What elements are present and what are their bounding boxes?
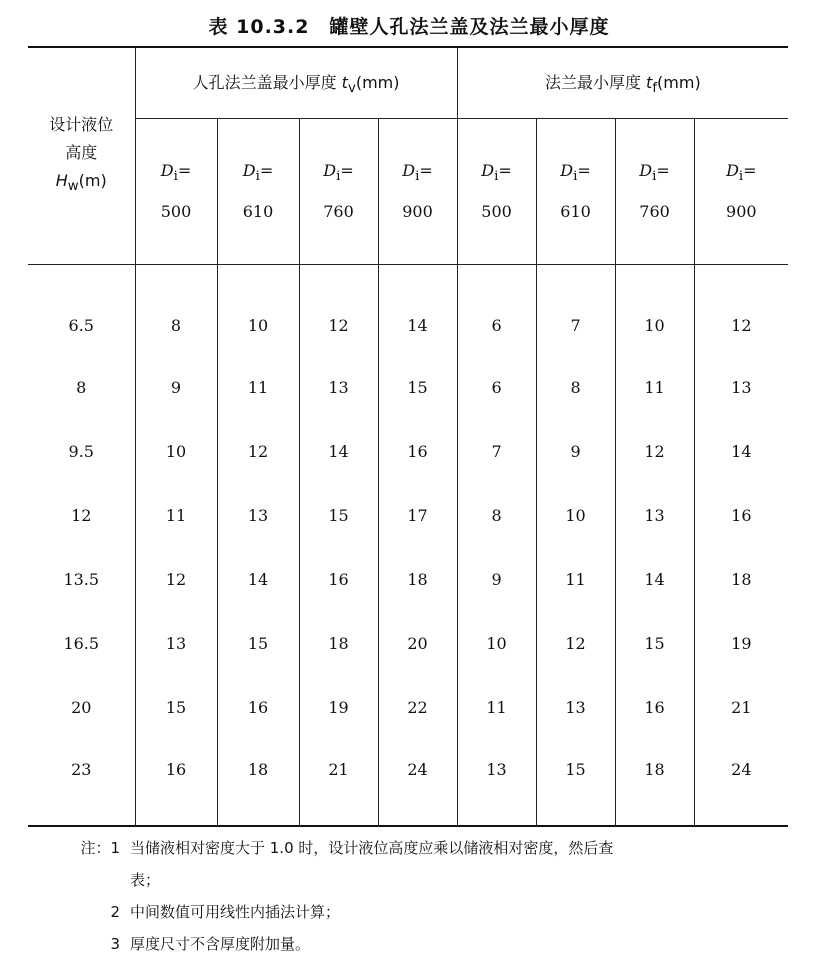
diameter-header-2	[299, 119, 378, 265]
table-row	[28, 355, 788, 419]
value-cell: 19	[299, 675, 378, 739]
value-cell: 15	[615, 611, 694, 675]
value-cell: 15	[135, 675, 217, 739]
note-1-cont	[60, 864, 790, 896]
value-cell: 21	[694, 675, 788, 739]
diameter-sub: i	[494, 169, 499, 185]
height-cell: 6.5	[28, 265, 135, 356]
value-cell: 16	[378, 419, 457, 483]
diameter-symbol-line	[218, 154, 299, 194]
value-cell: 13	[217, 483, 299, 547]
value-cell: 12	[536, 611, 615, 675]
value-cell: 18	[299, 611, 378, 675]
diameter-symbol-line	[695, 154, 789, 194]
diameter-header-6	[615, 119, 694, 265]
diameter-eq: =	[577, 161, 591, 181]
height-cell: 8	[28, 355, 135, 419]
diameter-eq: =	[340, 161, 354, 181]
diameter-symbol: D	[560, 161, 574, 181]
row-label-symbol-line	[28, 167, 135, 201]
value-cell: 13	[299, 355, 378, 419]
group1-prefix: 人孔法兰盖最小厚度	[192, 72, 342, 92]
note-2-text: 中间数值可用线性内插法计算；	[130, 903, 341, 921]
value-cell: 12	[299, 265, 378, 356]
group2-sub: f	[652, 81, 658, 97]
value-cell: 13	[457, 739, 536, 826]
height-cell: 12	[28, 483, 135, 547]
value-cell: 7	[457, 419, 536, 483]
note-3-text: 厚度尺寸不含厚度附加量。	[130, 935, 311, 953]
row-label-symbol: H	[55, 170, 68, 190]
note-3	[60, 928, 790, 960]
group1-unit: (mm)	[355, 72, 400, 92]
diameter-value: 760	[639, 201, 670, 221]
table-row	[28, 265, 788, 356]
diameter-value: 900	[402, 201, 433, 221]
diameter-symbol: D	[323, 161, 337, 181]
notes	[60, 832, 790, 960]
row-label-unit: (m)	[78, 170, 107, 190]
group1-sub: v	[347, 81, 356, 97]
diameter-eq: =	[656, 161, 670, 181]
diameter-header-row	[28, 119, 788, 265]
group1-symbol: t	[341, 72, 348, 92]
diameter-sub: i	[336, 169, 341, 185]
value-cell: 11	[457, 675, 536, 739]
height-cell: 16.5	[28, 611, 135, 675]
note-1	[60, 832, 790, 864]
value-cell: 7	[536, 265, 615, 356]
diameter-value: 610	[242, 201, 274, 221]
row-label-line2: 高度	[65, 142, 98, 162]
row-label-header	[28, 47, 135, 265]
note-1-text: 当储液相对密度大于 1.0 时，设计液位高度应乘以储液相对密度，然后查	[130, 839, 614, 857]
value-cell: 8	[135, 265, 217, 356]
value-cell: 8	[536, 355, 615, 419]
value-cell: 13	[615, 483, 694, 547]
value-cell: 18	[217, 739, 299, 826]
diameter-sub: i	[652, 169, 657, 185]
diameter-header-1	[217, 119, 299, 265]
diameter-symbol-line	[136, 154, 217, 194]
value-cell: 14	[694, 419, 788, 483]
group2-symbol: t	[646, 72, 653, 92]
height-cell: 20	[28, 675, 135, 739]
diameter-value: 900	[726, 201, 757, 221]
value-cell: 6	[457, 355, 536, 419]
value-cell: 13	[694, 355, 788, 419]
value-cell: 22	[378, 675, 457, 739]
diameter-header-5	[536, 119, 615, 265]
value-cell: 14	[378, 265, 457, 356]
diameter-sub: i	[573, 169, 578, 185]
value-cell: 14	[299, 419, 378, 483]
diameter-symbol: D	[242, 161, 256, 181]
value-cell: 12	[217, 419, 299, 483]
diameter-header-4	[457, 119, 536, 265]
value-cell: 10	[135, 419, 217, 483]
value-cell: 8	[457, 483, 536, 547]
group-header-cover	[135, 47, 457, 119]
value-cell: 15	[299, 483, 378, 547]
diameter-eq: =	[177, 161, 192, 181]
diameter-value: 500	[160, 201, 192, 221]
note-2-num: 2	[110, 903, 120, 921]
table-row	[28, 483, 788, 547]
value-cell: 16	[299, 547, 378, 611]
value-cell: 18	[378, 547, 457, 611]
diameter-sub: i	[173, 169, 178, 185]
value-cell: 10	[615, 265, 694, 356]
table-row	[28, 611, 788, 675]
value-cell: 13	[135, 611, 217, 675]
table-row	[28, 419, 788, 483]
thickness-table	[28, 46, 788, 827]
note-2	[60, 896, 790, 928]
value-cell: 10	[217, 265, 299, 356]
diameter-symbol: D	[481, 161, 495, 181]
value-cell: 13	[536, 675, 615, 739]
value-cell: 15	[536, 739, 615, 826]
diameter-symbol-line	[379, 154, 457, 194]
row-label-sub: w	[67, 179, 79, 195]
group2-unit: (mm)	[657, 72, 701, 92]
value-cell: 17	[378, 483, 457, 547]
diameter-value: 760	[323, 201, 354, 221]
value-cell: 19	[694, 611, 788, 675]
value-cell: 24	[378, 739, 457, 826]
value-cell: 20	[378, 611, 457, 675]
diameter-sub: i	[415, 169, 420, 185]
value-cell: 12	[694, 265, 788, 356]
value-cell: 14	[615, 547, 694, 611]
value-cell: 9	[135, 355, 217, 419]
diameter-eq: =	[419, 161, 433, 181]
diameter-symbol-line	[300, 154, 378, 194]
value-cell: 6	[457, 265, 536, 356]
value-cell: 10	[536, 483, 615, 547]
note-1-text-cont: 表；	[130, 871, 161, 889]
diameter-header-3	[378, 119, 457, 265]
value-cell: 15	[378, 355, 457, 419]
value-cell: 12	[135, 547, 217, 611]
value-cell: 12	[615, 419, 694, 483]
diameter-header-0	[135, 119, 217, 265]
value-cell: 10	[457, 611, 536, 675]
value-cell: 16	[615, 675, 694, 739]
diameter-value: 610	[560, 201, 591, 221]
diameter-symbol-line	[537, 154, 615, 194]
value-cell: 18	[694, 547, 788, 611]
diameter-value: 500	[481, 201, 512, 221]
value-cell: 11	[536, 547, 615, 611]
diameter-symbol: D	[726, 161, 739, 181]
row-label-line1: 设计液位	[49, 114, 114, 134]
value-cell: 11	[615, 355, 694, 419]
value-cell: 11	[217, 355, 299, 419]
diameter-header-7	[694, 119, 788, 265]
value-cell: 11	[135, 483, 217, 547]
notes-label: 注：1	[80, 839, 120, 857]
table-row	[28, 675, 788, 739]
table-row	[28, 547, 788, 611]
value-cell: 18	[615, 739, 694, 826]
note-3-num: 3	[110, 935, 120, 953]
diameter-eq: =	[498, 161, 512, 181]
table-title: 表 10.3.2 罐壁人孔法兰盖及法兰最小厚度	[208, 16, 610, 38]
table-row	[28, 739, 788, 826]
diameter-symbol: D	[160, 161, 174, 181]
value-cell: 16	[217, 675, 299, 739]
value-cell: 16	[135, 739, 217, 826]
diameter-symbol-line	[616, 154, 694, 194]
height-cell: 13.5	[28, 547, 135, 611]
value-cell: 16	[694, 483, 788, 547]
table-body	[28, 265, 788, 827]
group-header-flange	[457, 47, 788, 119]
diameter-eq: =	[259, 161, 274, 181]
diameter-symbol-line	[458, 154, 536, 194]
diameter-sub: i	[255, 169, 260, 185]
height-cell: 23	[28, 739, 135, 826]
value-cell: 21	[299, 739, 378, 826]
height-cell: 9.5	[28, 419, 135, 483]
diameter-eq: =	[743, 161, 757, 181]
value-cell: 9	[457, 547, 536, 611]
diameter-sub: i	[738, 169, 744, 185]
value-cell: 9	[536, 419, 615, 483]
value-cell: 15	[217, 611, 299, 675]
diameter-symbol: D	[639, 161, 653, 181]
value-cell: 14	[217, 547, 299, 611]
value-cell: 24	[694, 739, 788, 826]
diameter-symbol: D	[402, 161, 416, 181]
group2-prefix: 法兰最小厚度	[544, 72, 647, 92]
